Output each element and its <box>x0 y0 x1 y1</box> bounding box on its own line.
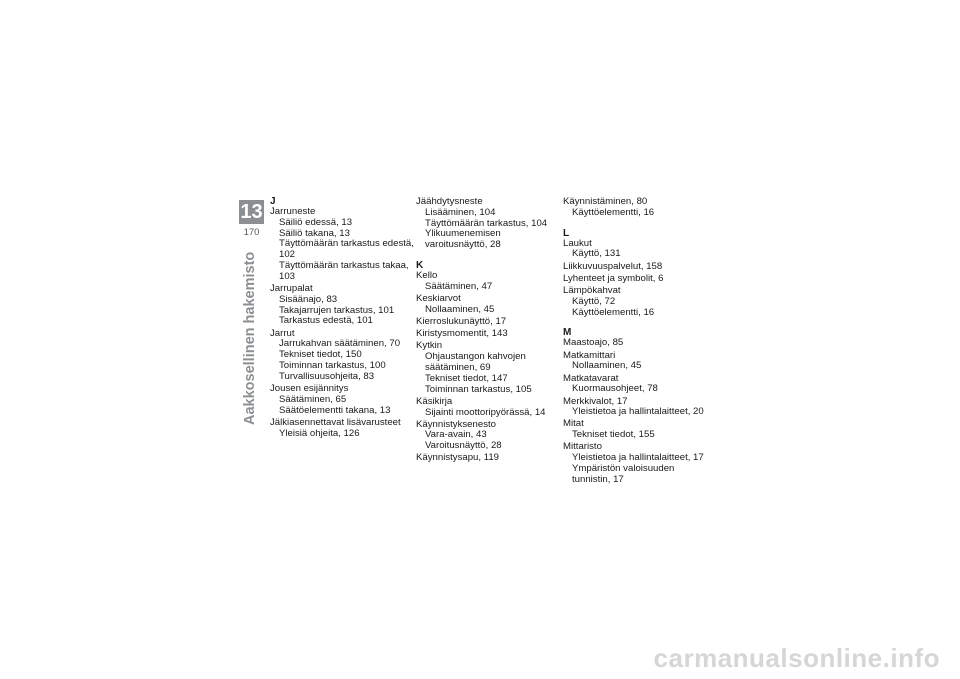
index-subentry: Yleistietoa ja hallintalaitteet, 20 <box>572 406 704 418</box>
index-section <box>270 197 415 439</box>
index-term: Käynnistäminen, 80 <box>563 196 648 207</box>
index-column-3 <box>563 197 708 496</box>
index-term: Käynnistyksenesto <box>416 418 496 430</box>
index-subentry: Ylikuumenemisen varoitusnäyttö, 28 <box>425 228 501 251</box>
index-subentry: Käyttö, 131 <box>572 248 621 260</box>
index-subentry: Kuormausohjeet, 78 <box>572 383 658 395</box>
index-entry <box>416 317 561 328</box>
index-entry <box>270 284 415 327</box>
index-subentry: Toiminnan tarkastus, 100 <box>279 359 386 371</box>
index-subentry: Yleistietoa ja hallintalaitteet, 17 <box>572 452 704 464</box>
index-entry <box>563 351 708 373</box>
index-subentry: Lisääminen, 104 <box>425 206 496 218</box>
index-subentry: Täyttömäärän tarkastus, 104 <box>425 217 548 229</box>
index-term: Jälkiasennettavat lisävarusteet <box>270 416 401 428</box>
index-subentry: Nollaaminen, 45 <box>572 360 642 372</box>
index-term: Matkamittari <box>563 349 616 361</box>
index-subentry: Tekniset tiedot, 155 <box>572 429 655 441</box>
index-subentry: Tarkastus edestä, 101 <box>279 315 373 327</box>
index-entry <box>416 453 561 464</box>
index-subentry: Jarrukahvan säätäminen, 70 <box>279 338 401 350</box>
index-entry <box>563 374 708 396</box>
index-entry <box>563 419 708 441</box>
index-entry <box>270 329 415 383</box>
index-term: Käsikirja <box>416 395 453 407</box>
index-subentry: Täyttömäärän tarkastus edestä, 102 <box>279 238 414 261</box>
index-subentry: Tekniset tiedot, 147 <box>425 372 508 384</box>
index-section <box>563 229 708 319</box>
index-subentry: Käyttöelementti, 16 <box>572 306 655 318</box>
index-term: Merkkivalot, 17 <box>563 395 628 407</box>
index-entry <box>563 397 708 419</box>
index-term: Keskiarvot <box>416 292 461 304</box>
index-subentry: Käyttöelementti, 16 <box>572 206 655 218</box>
index-subentry: Sijainti moottoripyörässä, 14 <box>425 406 546 418</box>
index-term: Liikkuvuuspalvelut, 158 <box>563 260 663 272</box>
index-letter-heading: K <box>416 259 424 271</box>
index-column-1 <box>270 197 415 449</box>
index-section <box>563 197 708 219</box>
index-entry <box>563 197 708 219</box>
index-entry <box>416 420 561 452</box>
watermark: carmanualsonline.info <box>653 643 940 673</box>
side-section-title: Aakkosellinen hakemisto <box>242 251 258 425</box>
index-letter-heading: M <box>563 327 572 339</box>
index-term: Käynnistysapu, 119 <box>416 452 500 464</box>
index-term: Maastoajo, 85 <box>563 337 624 349</box>
index-entry <box>563 286 708 318</box>
index-entry <box>563 338 708 349</box>
index-subentry: Toiminnan tarkastus, 105 <box>425 383 532 395</box>
index-subentry: Takajarrujen tarkastus, 101 <box>279 304 395 316</box>
index-term: Kiristysmomentit, 143 <box>416 328 508 340</box>
index-term: Jousen esijännitys <box>270 382 349 394</box>
index-subentry: Yleisiä ohjeita, 126 <box>279 427 360 439</box>
index-subentry: Säätäminen, 47 <box>425 280 493 292</box>
index-section <box>563 328 708 485</box>
index-term: Kello <box>416 269 438 281</box>
index-letter-heading: L <box>563 227 570 239</box>
index-subentry: Vara-avain, 43 <box>425 429 487 441</box>
index-entry <box>416 397 561 419</box>
index-entry <box>416 197 561 251</box>
index-term: Mittaristo <box>563 441 602 453</box>
index-subentry: Ohjaustangon kahvojen säätäminen, 69 <box>425 351 526 373</box>
index-entry <box>563 274 708 285</box>
index-entry <box>563 442 708 485</box>
index-section <box>416 197 561 251</box>
index-term: Mitat <box>563 418 584 430</box>
index-entry <box>416 271 561 293</box>
index-subentry: Säätäminen, 65 <box>279 393 347 405</box>
index-column-2 <box>416 197 561 474</box>
index-subentry: Turvallisuusohjeita, 83 <box>279 370 375 382</box>
page-number: 170 <box>243 227 260 238</box>
index-entry <box>416 329 561 340</box>
index-entry <box>416 294 561 316</box>
index-subentry: Säiliö takana, 13 <box>279 227 350 239</box>
index-subentry: Täyttömäärän tarkastus takaa, 103 <box>279 259 409 282</box>
index-term: Jarruneste <box>270 206 316 217</box>
index-letter-heading: J <box>270 196 276 207</box>
index-term: Jarrupalat <box>270 282 313 294</box>
index-term: Laukut <box>563 237 592 249</box>
index-entry <box>270 418 415 440</box>
index-subentry: Sisäänajo, 83 <box>279 293 338 305</box>
index-term: Kierroslukunäyttö, 17 <box>416 315 507 327</box>
index-subentry: Nollaaminen, 45 <box>425 303 495 315</box>
index-entry <box>270 207 415 283</box>
index-term: Jäähdytysneste <box>416 196 483 207</box>
index-subentry: Säätöelementti takana, 13 <box>279 404 391 416</box>
index-entry <box>563 262 708 273</box>
index-term: Lyhenteet ja symbolit, 6 <box>563 272 664 284</box>
index-entry <box>416 341 561 395</box>
index-subentry: Käyttö, 72 <box>572 295 616 307</box>
index-subentry: Ympäristön valoisuuden tunnistin, 17 <box>572 463 675 485</box>
index-term: Kytkin <box>416 340 443 352</box>
index-section <box>416 261 561 464</box>
index-subentry: Tekniset tiedot, 150 <box>279 349 362 361</box>
index-subentry: Varoitusnäyttö, 28 <box>425 440 502 452</box>
index-term: Matkatavarat <box>563 372 619 384</box>
index-term: Lämpökahvat <box>563 284 621 296</box>
index-term: Jarrut <box>270 327 295 339</box>
index-entry <box>270 384 415 416</box>
chapter-number-badge: 13 <box>240 201 263 223</box>
index-entry <box>563 239 708 261</box>
index-subentry: Säiliö edessä, 13 <box>279 216 353 228</box>
